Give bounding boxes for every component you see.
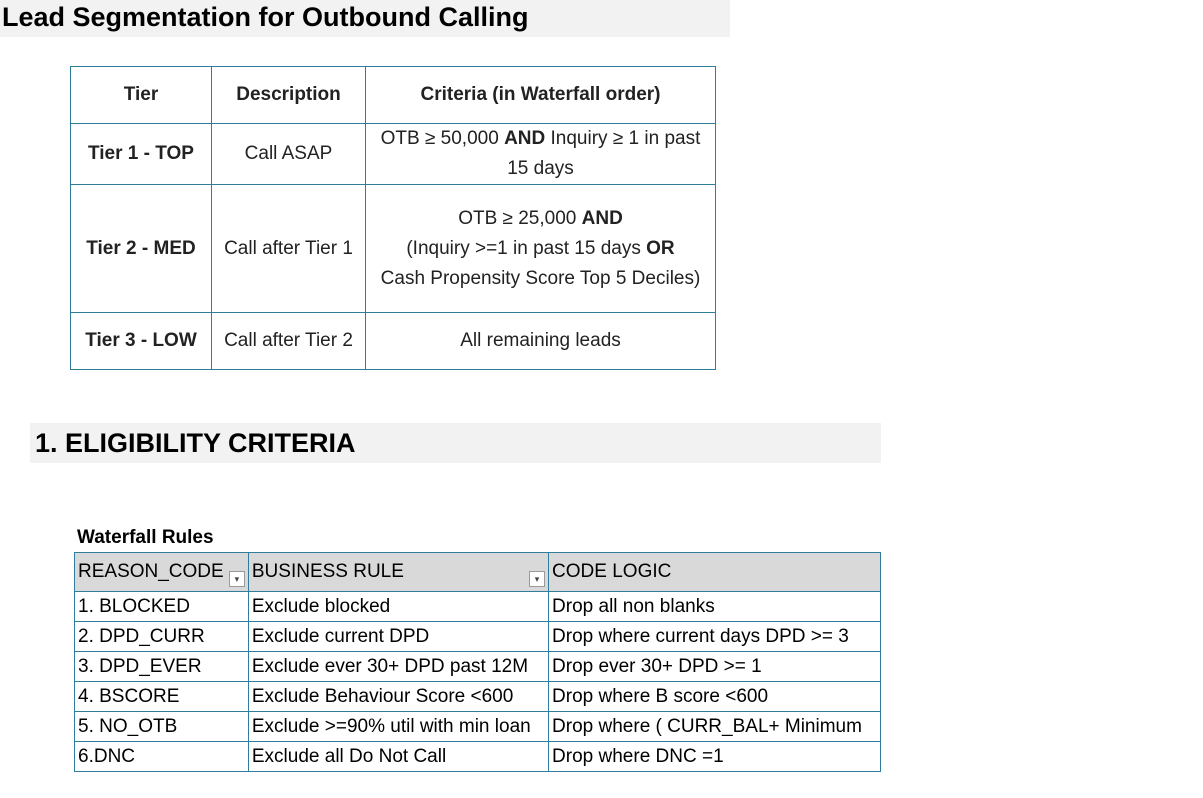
code-logic-cell[interactable]: Drop where ( CURR_BAL+ Minimum	[549, 712, 881, 742]
waterfall-header-row	[75, 553, 881, 592]
criteria-line: (Inquiry >=1 in past 15 days OR	[406, 237, 675, 259]
waterfall-table-viewport	[74, 552, 881, 772]
operator-keyword: AND	[504, 128, 546, 149]
code-logic-cell[interactable]: Drop where DNC =1	[549, 742, 881, 772]
criteria-line: OTB ≥ 50,000 AND Inquiry ≥ 1 in past	[380, 128, 701, 149]
reason-code-cell[interactable]: 6.DNC	[75, 742, 249, 772]
tier-name-cell[interactable]: Tier 3 - LOW	[71, 313, 212, 370]
table-row	[75, 592, 881, 622]
waterfall-table	[74, 552, 881, 772]
operator-keyword: OR	[646, 237, 675, 259]
code-logic-cell[interactable]: Drop where B score <600	[549, 682, 881, 712]
filter-dropdown-icon[interactable]	[529, 571, 545, 587]
business-rule-cell[interactable]: Exclude current DPD	[248, 622, 548, 652]
tier-description-cell[interactable]: Call after Tier 2	[212, 313, 366, 370]
column-header-code-logic[interactable]: CODE LOGIC	[549, 553, 881, 592]
code-logic-cell[interactable]: Drop ever 30+ DPD >= 1	[549, 652, 881, 682]
operator-keyword: AND	[581, 207, 623, 229]
business-rule-cell[interactable]: Exclude all Do Not Call	[248, 742, 548, 772]
tier-criteria-cell[interactable]	[366, 185, 716, 313]
reason-code-cell[interactable]: 1. BLOCKED	[75, 592, 249, 622]
tier-table	[70, 66, 716, 370]
page-title: Lead Segmentation for Outbound Calling	[0, 0, 730, 37]
code-logic-cell[interactable]: Drop all non blanks	[549, 592, 881, 622]
table-row	[75, 652, 881, 682]
tier-criteria-cell[interactable]	[366, 313, 716, 370]
column-header-description[interactable]: Description	[212, 67, 366, 124]
reason-code-cell[interactable]: 3. DPD_EVER	[75, 652, 249, 682]
table-row	[75, 712, 881, 742]
tier-row	[71, 313, 716, 370]
business-rule-cell[interactable]: Exclude blocked	[248, 592, 548, 622]
column-header-criteria[interactable]: Criteria (in Waterfall order)	[366, 67, 716, 124]
table-row	[75, 682, 881, 712]
business-rule-cell[interactable]: Exclude Behaviour Score <600	[248, 682, 548, 712]
column-header-tier[interactable]: Tier	[71, 67, 212, 124]
table-row	[75, 742, 881, 772]
reason-code-cell[interactable]: 2. DPD_CURR	[75, 622, 249, 652]
criteria-line: All remaining leads	[460, 330, 621, 351]
tier-criteria-cell[interactable]	[366, 124, 716, 185]
criteria-line: OTB ≥ 25,000 AND	[458, 207, 623, 229]
tier-name-cell[interactable]: Tier 2 - MED	[71, 185, 212, 313]
header-label: REASON_CODE	[78, 561, 224, 582]
reason-code-cell[interactable]: 4. BSCORE	[75, 682, 249, 712]
criteria-line: 15 days	[507, 158, 574, 179]
reason-code-cell[interactable]: 5. NO_OTB	[75, 712, 249, 742]
table-row	[75, 622, 881, 652]
tier-row	[71, 185, 716, 313]
business-rule-cell[interactable]: Exclude >=90% util with min loan	[248, 712, 548, 742]
tier-name-cell[interactable]: Tier 1 - TOP	[71, 124, 212, 185]
filter-dropdown-icon[interactable]	[229, 571, 245, 587]
criteria-line: Cash Propensity Score Top 5 Deciles)	[380, 267, 701, 289]
header-label: BUSINESS RULE	[251, 561, 404, 582]
column-header-business-rule[interactable]	[248, 553, 548, 592]
tier-table-header-row	[71, 67, 716, 124]
tier-row	[71, 124, 716, 185]
section-heading: 1. ELIGIBILITY CRITERIA	[30, 423, 881, 463]
business-rule-cell[interactable]: Exclude ever 30+ DPD past 12M	[248, 652, 548, 682]
code-logic-cell[interactable]: Drop where current days DPD >= 3	[549, 622, 881, 652]
tier-description-cell[interactable]: Call after Tier 1	[212, 185, 366, 313]
waterfall-caption: Waterfall Rules	[77, 527, 214, 548]
column-header-reason-code[interactable]	[75, 553, 249, 592]
tier-description-cell[interactable]: Call ASAP	[212, 124, 366, 185]
